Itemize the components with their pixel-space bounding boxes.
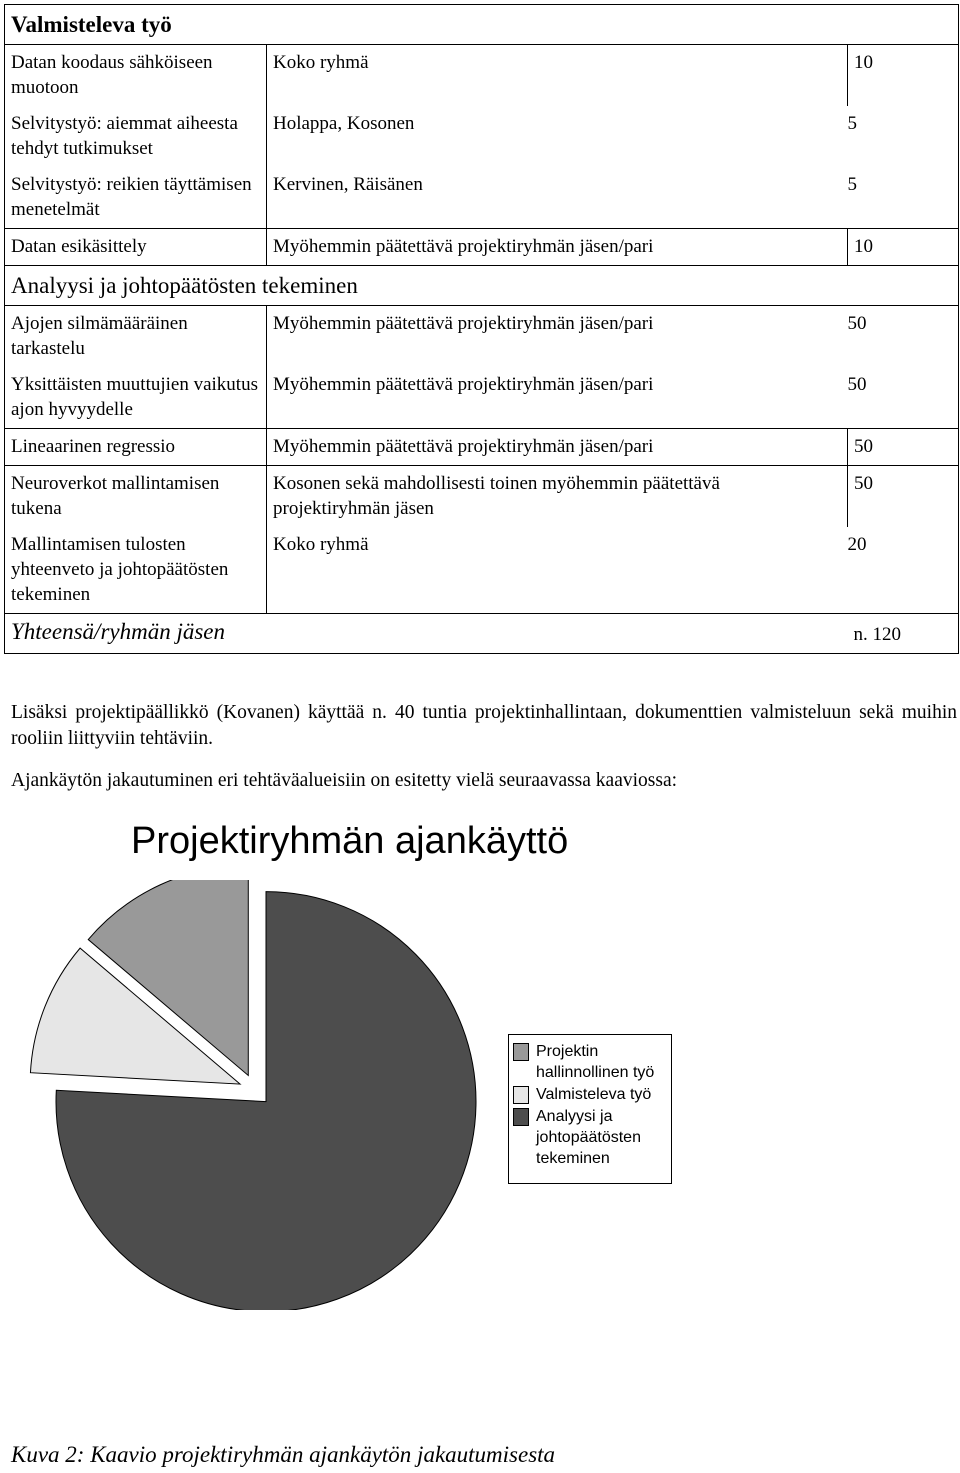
total-label: Yhteensä/ryhmän jäsen xyxy=(5,614,848,654)
assignee-cell: Koko ryhmä xyxy=(267,45,848,107)
hours-cell: 10 xyxy=(848,45,959,107)
task-cell: Datan koodaus sähköiseen muotoon xyxy=(5,45,267,107)
task-cell: Lineaarinen regressio xyxy=(5,429,267,466)
project-manager-paragraph: Lisäksi projektipäällikkö (Kovanen) käyttää n. 40 tuntia projektinhallintaan, dokumenttien valmisteluun sekä muihin rooliin liittyviin tehtäviin. xyxy=(11,702,957,749)
section-header-row xyxy=(5,266,959,306)
legend-label: Projektin hallinnollinen työ xyxy=(536,1043,655,1081)
hours-cell: 5 xyxy=(848,167,959,229)
legend-item xyxy=(513,1084,671,1105)
legend-swatch xyxy=(513,1086,529,1104)
table-row xyxy=(5,527,959,614)
section-header-row xyxy=(5,5,959,45)
figure-caption: Kuva 2: Kaavio projektiryhmän ajankäytön jakautumisesta xyxy=(11,1442,556,1467)
assignee-cell: Myöhemmin päätettävä projektiryhmän jäsen/pari xyxy=(267,306,848,368)
assignee-cell: Koko ryhmä xyxy=(267,527,848,614)
legend-swatch xyxy=(513,1108,529,1126)
assignee-cell: Holappa, Kosonen xyxy=(267,106,848,167)
hours-cell: 20 xyxy=(848,527,959,614)
chart-intro-paragraph: Ajankäytön jakautuminen eri tehtäväalueisiin on esitetty vielä seuraavassa kaaviossa: xyxy=(11,770,678,791)
table-row xyxy=(5,306,959,368)
legend-item xyxy=(513,1041,671,1083)
assignee-cell: Myöhemmin päätettävä projektiryhmän jäsen/pari xyxy=(267,367,848,429)
total-value: n. 120 xyxy=(848,614,959,654)
section-title-preparatory: Valmisteleva työ xyxy=(5,5,959,45)
assignee-cell: Kosonen sekä mahdollisesti toinen myöhemmin päätettävä projektiryhmän jäsen xyxy=(267,466,848,528)
table-row xyxy=(5,367,959,429)
table-row xyxy=(5,167,959,229)
task-cell: Datan esikäsittely xyxy=(5,229,267,266)
task-cell: Yksittäisten muuttujien vaikutus ajon hyvyydelle xyxy=(5,367,267,429)
hours-cell: 50 xyxy=(848,466,959,528)
task-cell: Neuroverkot mallintamisen tukena xyxy=(5,466,267,528)
work-allocation-table xyxy=(4,4,959,654)
chart-legend xyxy=(508,1034,672,1184)
table-row xyxy=(5,429,959,466)
assignee-cell: Myöhemmin päätettävä projektiryhmän jäsen/pari xyxy=(267,229,848,266)
task-cell: Selvitystyö: aiemmat aiheesta tehdyt tutkimukset xyxy=(5,106,267,167)
table-row xyxy=(5,466,959,528)
legend-label: Analyysi ja johtopäätösten tekeminen xyxy=(536,1108,641,1167)
task-cell: Selvitystyö: reikien täyttämisen menetelmät xyxy=(5,167,267,229)
table-row xyxy=(5,45,959,107)
hours-cell: 50 xyxy=(848,429,959,466)
table-row xyxy=(5,106,959,167)
section-title-analysis: Analyysi ja johtopäätösten tekeminen xyxy=(5,266,959,306)
hours-cell: 10 xyxy=(848,229,959,266)
hours-cell: 5 xyxy=(848,106,959,167)
legend-swatch xyxy=(513,1043,529,1061)
task-cell: Mallintamisen tulosten yhteenveto ja johtopäätösten tekeminen xyxy=(5,527,267,614)
legend-label: Valmisteleva työ xyxy=(536,1086,652,1103)
chart-title: Projektiryhmän ajankäyttö xyxy=(131,820,569,862)
hours-cell: 50 xyxy=(848,367,959,429)
task-cell: Ajojen silmämääräinen tarkastelu xyxy=(5,306,267,368)
assignee-cell: Kervinen, Räisänen xyxy=(267,167,848,229)
hours-cell: 50 xyxy=(848,306,959,368)
pie-chart xyxy=(0,880,500,1310)
table-row xyxy=(5,229,959,266)
legend-item xyxy=(513,1106,671,1169)
total-row xyxy=(5,614,959,654)
assignee-cell: Myöhemmin päätettävä projektiryhmän jäsen/pari xyxy=(267,429,848,466)
